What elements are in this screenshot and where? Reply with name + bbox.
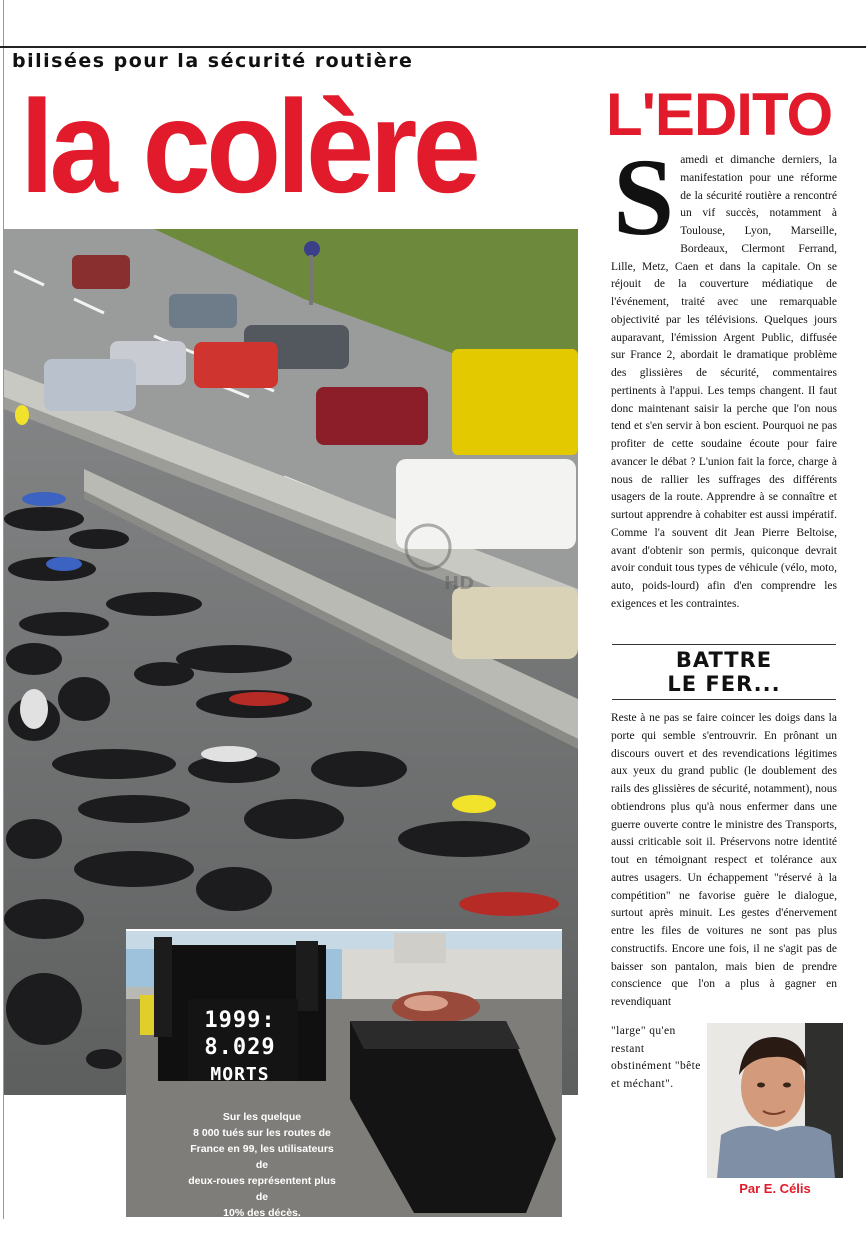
caption-line: Trop, beaucoup trop... [206, 1223, 318, 1235]
author-portrait [707, 1023, 843, 1178]
caption-line: 8 000 tués sur les routes de [193, 1127, 331, 1139]
drop-cap: S [613, 136, 675, 258]
headline: la colère [20, 73, 477, 220]
sign-line-3: MORTS [210, 1064, 270, 1085]
edito-tail-text: "large" qu'en restant obstinément "bête et méchant". [611, 1025, 701, 1090]
edito-paragraph-1: amedi et dimanche derniers, la manifestation pour une réforme de la sécurité routière a rencontré un vif succès, notamment à Toulouse, Lyon, Marseille, Bordeaux, Clermont Ferrand, Lille, Metz, Caen et dans la capitale. On se réjouit de la couverture médiatique de l'événement, traité avec une remarquable objectivité par les télévisions. Quelques jours auparavant, l'émission Argent Public, diffusée sur France 2, abordait le dramatique problème des glissières de sécurité, commentaires pertinents à l'appui. Les temps changent. Il faut donc maintenant saisir la perche que l'on nous tend et s'en servir à bon escient. Pourquoi ne pas profiter de cette soudaine écoute pour faire avancer le débat ? L'union fait la force, charge à nous de rallier les suffrages des différents usagers de la route. Apprendre à se connaître et surtout apprendre à cohabiter est aussi impératif. Comme l'a souvent dit Jean Pierre Beltoise, avant d'obtenir son permis, quiconque devrait avoir conduit tous types de véhicule (vélo, moto, auto, poids-lourd) afin d'en comprendre les exigences et les contraintes. [611, 154, 837, 610]
subhead-line-1: BATTRE [675, 648, 773, 672]
top-rule [0, 46, 866, 48]
sign-line-2: 8.029 [204, 1035, 276, 1060]
edito-title: L'EDITO [606, 81, 833, 148]
caption-line: deux-roues représentent plus de [188, 1175, 336, 1203]
caption-line: Sur les quelque [222, 1111, 302, 1123]
caption-line: France en 99, les utilisateurs de [190, 1143, 334, 1171]
sign-line-1: 1999: [204, 1008, 276, 1033]
photo-caption [186, 1109, 338, 1237]
divider [612, 699, 836, 700]
caption-line: 10% des décès. [223, 1207, 301, 1219]
subhead [612, 648, 836, 696]
svg-text:HD: HD [444, 573, 475, 594]
subhead-line-2: LE FER... [667, 672, 781, 696]
byline: Par E. Célis [739, 1181, 811, 1196]
edito-column-bottom: Reste à ne pas se faire coincer les doigs dans la porte qui semble s'entrouvrir. En prônant un discours ouvert et des revendications légitimes aux yeux du grand public (le doublement des rails des glissières de sécurité, notamment), nous obtiendrons plus qu'à nous enfermer dans une guerre ouverte contre le ministre des Transports, aussi criticable soit il. Préservons notre identité tout en témoignant respect et tolérance aux autres usagers. Un échappement "réservé à la compétition" ne favorise guère le dialogue, surtout après minuit. Les gestes d'énervement entre les files de voitures ne sont pas plus constructifs. Encore une fois, il ne s'agit pas de baisser son pantalon, mais bien de prendre conscience que l'on a plus à gagner en revendiquant [611, 712, 837, 1008]
kicker-text: bilisées pour la sécurité routière [12, 50, 414, 72]
divider [612, 644, 836, 645]
edito-column-top [611, 136, 837, 642]
